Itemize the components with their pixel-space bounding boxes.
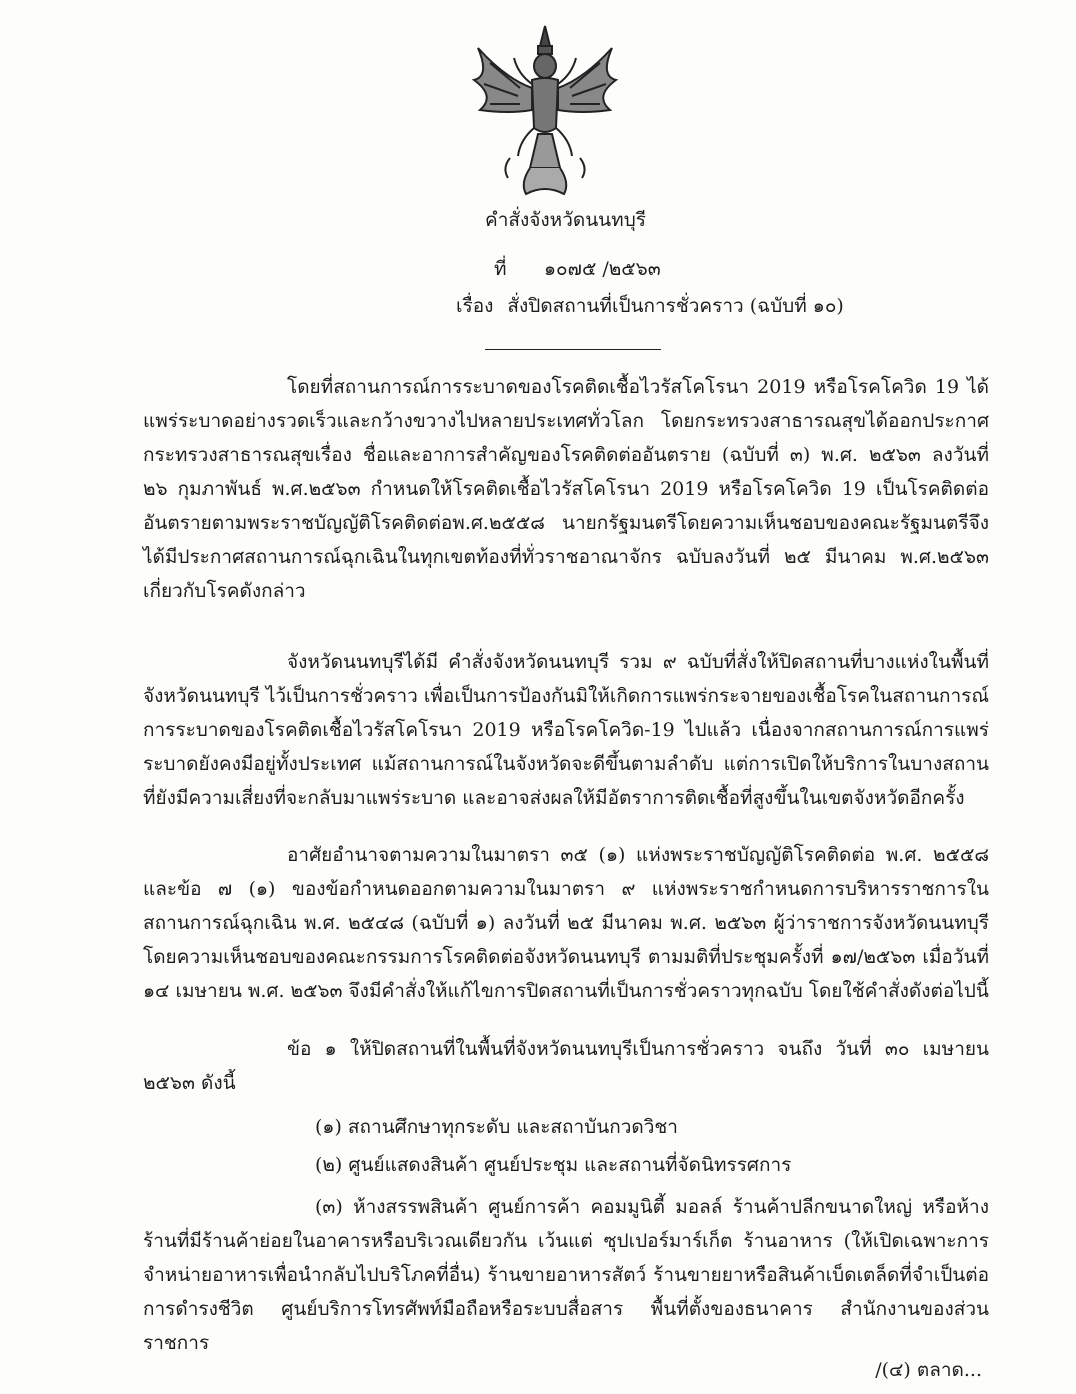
paragraph-2: จังหวัดนนทบุรีได้มี คำสั่งจังหวัดนนทบุรี รวม ๙ ฉบับที่สั่งให้ปิดสถานที่บางแห่งในพื้นที่จังหวัดนนทบุรี ไว้เป็นการชั่วคราว เพื่อเป็นการป้องกันมิให้เกิดการแพร่กระจายของเชื้อโรคในสถานการณ์การระบาดของโรคติดเชื้อไวรัสโคโรนา 2019 หรือโรคโควิด-19 ไปแล้ว เนื่องจากสถานการณ์การแพร่ระบาดยังคงมีอยู่ทั้งประเทศ แม้สถานการณ์ในจังหวัดจะดีขึ้นตามลำดับ แต่การเปิดให้บริการในบางสถานที่ยังมีความเสี่ยงที่จะกลับมาแพร่ระบาด และอาจส่งผลให้มีอัตราการติดเชื้อที่สูงขึ้นในเขตจังหวัดอีกครั้ง (143, 651, 989, 809)
continuation-note: /(๔) ตลาด... (875, 1359, 982, 1381)
header-divider (485, 349, 661, 350)
list-item-3: (๓) ห้างสรรพสินค้า ศูนย์การค้า คอมมูนิตี้ มอลล์ ร้านค้าปลีกขนาดใหญ่ หรือห้างร้านที่มีร้านค้าย่อยในอาคารหรือบริเวณเดียวกัน เว้นแต่ ซุปเปอร์มาร์เก็ต ร้านอาหาร (ให้เปิดเฉพาะการจำหน่ายอาหารเพื่อนำกลับไปบริโภคที่อื่น) ร้านขายอาหารสัตว์ ร้านขายยาหรือสินค้าเบ็ดเตล็ดที่จำเป็นต่อการดำรงชีวิต ศูนย์บริการโทรศัพท์มือถือหรือระบบสื่อสาร พื้นที่ตั้งของธนาคาร สำนักงานของส่วนราชการ (143, 1196, 989, 1354)
paragraph-4: ข้อ ๑ ให้ปิดสถานที่ในพื้นที่จังหวัดนนทบุรีเป็นการชั่วคราว จนถึง วันที่ ๓๐ เมษายน ๒๕๖๓ ดังนี้ (143, 1038, 989, 1094)
subject-value: สั่งปิดสถานที่เป็นการชั่วคราว (ฉบับที่ ๑๐) (507, 295, 844, 317)
paragraph-3: อาศัยอำนาจตามความในมาตรา ๓๕ (๑) แห่งพระราชบัญญัติโรคติดต่อ พ.ศ. ๒๕๕๘ และข้อ ๗ (๑) ของข้อกำหนดออกตามความในมาตรา ๙ แห่งพระราชกำหนดการบริหารราชการในสถานการณ์ฉุกเฉิน พ.ศ. ๒๕๔๘ (ฉบับที่ ๑) ลงวันที่ ๒๕ มีนาคม พ.ศ. ๒๕๖๓ ผู้ว่าราชการจังหวัดนนทบุรี โดยความเห็นชอบของคณะกรรมการโรคติดต่อจังหวัดนนทบุรี ตามมติที่ประชุมครั้งที่ ๑๗/๒๕๖๓ เมื่อวันที่ ๑๔ เมษายน พ.ศ. ๒๕๖๓ จึงมีคำสั่งให้แก้ไขการปิดสถานที่เป็นการชั่วคราวทุกฉบับ โดยใช้คำสั่งดังต่อไปนี้ (143, 844, 989, 1002)
document-title: คำสั่งจังหวัดนนทบุรี (485, 209, 646, 231)
subject-label: เรื่อง (456, 295, 494, 317)
document-number (494, 254, 661, 284)
paragraph-1: โดยที่สถานการณ์การระบาดของโรคติดเชื้อไวรัสโคโรนา 2019 หรือโรคโควิด 19 ได้แพร่ระบาดอย่างรวดเร็วและกว้างขวางไปหลายประเทศทั่วโลก โดยกระทรวงสาธารณสุขได้ออกประกาศกระทรวงสาธารณสุขเรื่อง ชื่อและอาการสำคัญของโรคติดต่ออันตราย (ฉบับที่ ๓) พ.ศ. ๒๕๖๓ ลงวันที่ ๒๖ กุมภาพันธ์ พ.ศ.๒๕๖๓ กำหนดให้โรคติดเชื้อไวรัสโคโรนา 2019 หรือโรคโควิด 19 เป็นโรคติดต่ออันตรายตามพระราชบัญญัติโรคติดต่อพ.ศ.๒๕๕๘ นายกรัฐมนตรีโดยความเห็นชอบของคณะรัฐมนตรีจึงได้มีประกาศสถานการณ์ฉุกเฉินในทุกเขตท้องที่ทั่วราชอาณาจักร ฉบับลงวันที่ ๒๕ มีนาคม พ.ศ.๒๕๖๓ เกี่ยวกับโรคดังกล่าว (143, 376, 989, 602)
number-label: ที่ (494, 258, 507, 280)
garuda-emblem-icon (460, 18, 630, 198)
list-item-1: (๑) สถานศึกษาทุกระดับ และสถาบันกวดวิชา (315, 1116, 678, 1138)
number-value: ๑๐๗๕ /๒๕๖๓ (544, 258, 661, 280)
document-subject (456, 291, 844, 321)
list-item-2: (๒) ศูนย์แสดงสินค้า ศูนย์ประชุม และสถานที่จัดนิทรรศการ (315, 1154, 792, 1176)
